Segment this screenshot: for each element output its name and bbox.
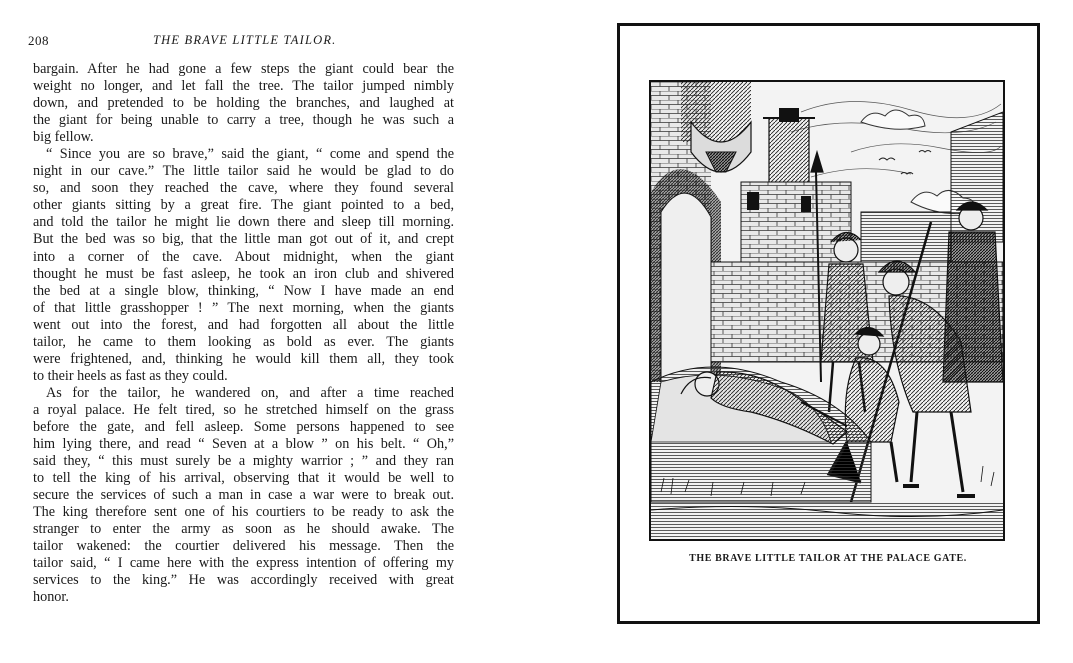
text-line: so, and soon they reached the cave, where they found several: [33, 180, 454, 197]
text-line: went out into the forest, and had forgotten all about the little: [33, 316, 454, 333]
text-line: honor.: [33, 589, 69, 606]
text-line: to their heels as fast as they could.: [33, 367, 228, 384]
text-line: down, and pretended to be holding the branches, and laughed at: [33, 95, 454, 112]
text-line: before the gate, and fell asleep. Some persons happened to see: [33, 418, 454, 435]
text-line: tailor, he came to them looking as bold as ever. The giants: [33, 333, 454, 350]
text-line: stranger to enter the army as soon as he should awake. The: [33, 521, 454, 538]
text-line: him lying there, and read “ Seven at a blow ” on his belt. “ Oh,”: [33, 436, 454, 453]
text-line: tailor said, “ I came here with the express intention of offering my: [33, 555, 454, 572]
body-text: [33, 61, 454, 607]
text-line: The king therefore sent one of his courtiers to be ready to ask the: [33, 504, 454, 521]
text-line: night in our cave.” The little tailor said he would be glad to do: [33, 163, 454, 180]
text-line: of that little grasshopper ! ” The next morning, when the giants: [33, 299, 454, 316]
text-line: to tell the king of his arrival, observing that it would be well to: [33, 470, 454, 487]
text-line: As for the tailor, he wandered on, and after a time reached: [46, 384, 454, 401]
running-title: THE BRAVE LITTLE TAILOR.: [153, 33, 337, 47]
text-line: other giants sitting by a great fire. The giant pointed to a bed,: [33, 197, 454, 214]
text-line: into a corner of the cave. About midnight, when the giant: [33, 248, 454, 265]
text-line: and told the tailor he might lie down there and sleep till morning.: [33, 214, 454, 231]
text-line: weight no longer, and let fall the tree. The tailor jumped nimbly: [33, 78, 454, 95]
engraving-illustration: [649, 80, 1005, 541]
text-line: a royal palace. He felt tired, so he stretched himself on the grass: [33, 401, 454, 418]
text-line: secure the services of such a man in case a war were to break out.: [33, 487, 454, 504]
text-line: said they, “ this must surely be a mighty warrior ; ” and they ran: [33, 453, 454, 470]
text-line: the bed at a single blow, thinking, “ Now I have made an end: [33, 282, 454, 299]
text-line: big fellow.: [33, 129, 94, 146]
text-line: But the bed was so big, that the little man got out of it, and crept: [33, 231, 454, 248]
illustration-caption: THE BRAVE LITTLE TAILOR AT THE PALACE GATE.: [689, 553, 967, 564]
text-line: services to the king.” He was accordingly received with great: [33, 572, 454, 589]
text-line: bargain. After he had gone a few steps the giant could bear the: [33, 61, 454, 77]
text-line: tailor wakened: the courtier delivered his message. Then the: [33, 538, 454, 555]
text-line: “ Since you are so brave,” said the giant, “ come and spend the: [46, 146, 454, 163]
page-number: 208: [28, 33, 49, 48]
text-line: were frightened, and, thinking he would kill them all, they took: [33, 350, 454, 367]
running-head: [28, 33, 458, 51]
text-line: the giant for being unable to carry a tree, though he was such a: [33, 112, 454, 129]
text-line: thought he must be fast asleep, he took an iron club and shivered: [33, 265, 454, 282]
